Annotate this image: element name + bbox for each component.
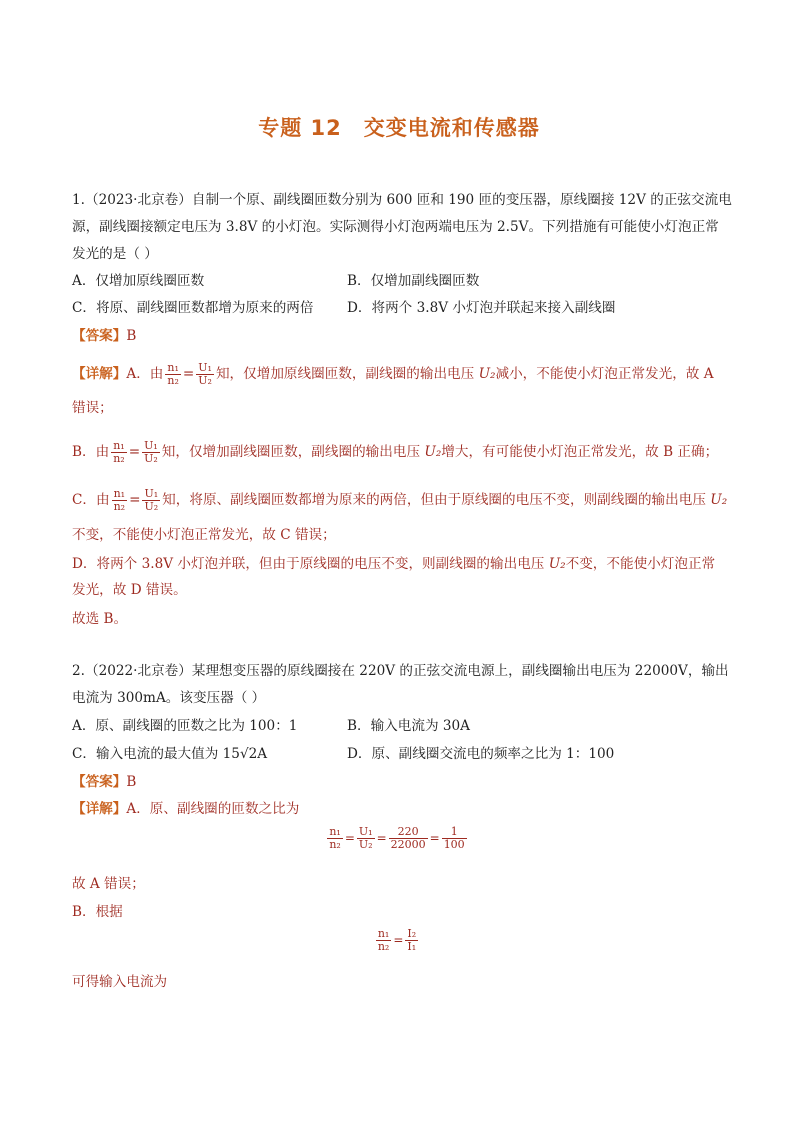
q1-conclusion: 故选 B。: [72, 611, 128, 627]
ratio-values: [389, 826, 428, 851]
frac-den: U₂: [144, 500, 159, 513]
frac-num: I₂: [407, 927, 417, 940]
q2-detail-a-conclusion: 故 A 错误；: [72, 876, 145, 892]
q2-stem-line-2: 电流为 300mA。该变压器（ ）: [72, 690, 266, 706]
detail-text: A．原、副线圈的匝数之比为: [126, 801, 300, 817]
detail-text: A．由: [126, 366, 164, 382]
q2-equation-1: $\frac{\text{n₁}}{\text{n₂}}$ = $\frac{\text{U₁}}{\text{U₂}}$ = $\frac{220}{22000}$ = $\frac{1}{100}$: [329, 825, 465, 851]
q2-answer: [72, 772, 136, 792]
q2-option-d: D．原、副线圈交流电的频率之比为 1：100: [347, 746, 615, 762]
frac-num: n₁: [167, 361, 179, 374]
frac-num: n₁: [113, 439, 125, 452]
q1-option-c: C．将原、副线圈匝数都增为原来的两倍: [72, 300, 314, 316]
q1-stem-line-2: 源，副线圈接额定电压为 3.8V 的小灯泡。实际测得小灯泡两端电压为 2.5V。下列措施有可能使小灯泡正常: [72, 219, 719, 235]
q2-option-a: A．原、副线圈的匝数之比为 100：1: [72, 718, 298, 734]
frac-num: U₁: [358, 825, 373, 838]
detail-text: 不变，不能使小灯泡正常: [565, 556, 716, 572]
frac-num: n₁: [113, 487, 126, 500]
q1-detail-d: [72, 554, 715, 574]
detail-text: 知，仅增加原线圈匝数，副线圈的输出电压: [215, 366, 475, 382]
q2-detail-b-next: 可得输入电流为: [72, 974, 168, 990]
detail-text: B．由: [72, 444, 110, 460]
ratio-u: [142, 440, 160, 465]
variable: U₂: [478, 366, 496, 382]
q1-detail-b: B．由 $\frac{\text{n₁}}{\text{n₂}}$ = $\frac{\text{U₁}}{\text{U₂}}$ 知，仅增加副线圈匝数，副线圈的输出电压 U₂增大，有可能使小灯泡正常发光，故 B 正确；: [72, 439, 719, 465]
title-main: 交变电流和传感器: [363, 116, 540, 140]
q1-detail-c-line2: 不变，不能使小灯泡正常发光，故 C 错误；: [72, 527, 336, 543]
ratio-result: [442, 826, 467, 851]
ratio-u: [142, 488, 160, 513]
frac-den: U₂: [144, 452, 158, 465]
ratio-n: [111, 440, 127, 465]
answer-tag: 【答案】: [72, 774, 127, 790]
detail-tag: 【详解】: [72, 801, 127, 817]
q1-stem-line-3: 发光的是（ ）: [72, 246, 158, 262]
variable: U₂: [424, 444, 442, 460]
frac-den: I₁: [407, 940, 417, 953]
frac-den: U₂: [358, 838, 373, 851]
q1-stem-line-1: 1.（2023·北京卷）自制一个原、副线圈匝数分别为 600 匝和 190 匝的变压器，原线圈接 12V 的正弦交流电: [72, 192, 732, 208]
page-title: [0, 112, 794, 142]
detail-text: 知，仅增加副线圈匝数，副线圈的输出电压: [161, 444, 421, 460]
frac-den: 100: [443, 838, 465, 851]
ratio-n: [327, 826, 343, 851]
q1-detail-a-line2: 错误；: [72, 400, 113, 416]
q1-option-b: B．仅增加副线圈匝数: [347, 273, 480, 289]
detail-text: C．由: [72, 492, 110, 508]
detail-tag: 【详解】: [72, 366, 127, 382]
q2-detail-b: B．根据: [72, 904, 123, 920]
q2-equation-2: $\frac{\text{n₁}}{\text{n₂}}$ = $\frac{\text{I₂}}{\text{I₁}}$: [377, 927, 417, 953]
frac-num: U₁: [198, 361, 212, 374]
frac-num: n₁: [329, 825, 341, 838]
ratio-u: [196, 362, 214, 387]
detail-text: 减小，不能使小灯泡正常发光，故 A: [495, 366, 714, 382]
frac-num: 1: [442, 826, 467, 839]
q2-option-c: C．输入电流的最大值为 15√2A: [72, 746, 268, 762]
frac-num: U₁: [144, 439, 158, 452]
frac-den: n₂: [377, 940, 390, 953]
frac-den: n₂: [113, 500, 126, 513]
detail-text: 知，将原、副线圈匝数都增为原来的两倍，但由于原线圈的电压不变，则副线圈的输出电压: [162, 492, 706, 508]
frac-den: n₂: [113, 452, 125, 465]
q1-option-a: A．仅增加原线圈匝数: [72, 273, 205, 289]
detail-text: 增大，有可能使小灯泡正常发光，故 B 正确；: [441, 444, 719, 460]
q2-stem-line-1: 2.（2022·北京卷）某理想变压器的原线圈接在 220V 的正弦交流电源上，副线圈输出电压为 22000V，输出: [72, 663, 729, 679]
frac-den: 22000: [390, 838, 426, 851]
q1-detail-d-line2: 发光，故 D 错误。: [72, 582, 187, 598]
q2-detail-a: [72, 799, 299, 819]
answer-value: B: [126, 774, 137, 790]
frac-num: n₁: [377, 927, 390, 940]
answer-tag: 【答案】: [72, 328, 127, 344]
ratio-i: [405, 928, 418, 953]
ratio-n: [165, 362, 181, 387]
q1-option-d: D．将两个 3.8V 小灯泡并联起来接入副线圈: [347, 300, 616, 316]
q1-detail-c: C．由 $\frac{\text{n₁}}{\text{n₂}}$ = $\frac{\text{U₁}}{\text{U₂}}$ 知，将原、副线圈匝数都增为原来的两倍，但由于原线圈的电压不变，则副线圈的输出电压 U₂: [72, 487, 728, 513]
answer-value: B: [126, 328, 137, 344]
ratio-u: [357, 826, 375, 851]
variable: U₂: [548, 556, 566, 572]
q1-detail-a: 【详解】A．由 $\frac{\text{n₁}}{\text{n₂}}$ = $\frac{\text{U₁}}{\text{U₂}}$ 知，仅增加原线圈匝数，副线圈的输出电压 U₂减小，不能使小灯泡正常发光，故 A: [72, 361, 714, 387]
detail-text: D．将两个 3.8V 小灯泡并联，但由于原线圈的电压不变，则副线圈的输出电压: [72, 556, 545, 572]
variable: U₂: [710, 492, 728, 508]
title-prefix: 专题 12: [258, 116, 342, 140]
ratio-n: [376, 928, 392, 953]
frac-num: 220: [389, 826, 428, 839]
frac-den: n₂: [167, 374, 179, 387]
frac-den: n₂: [329, 838, 341, 851]
q2-option-b: B．输入电流为 30A: [347, 718, 470, 734]
frac-den: U₂: [198, 374, 212, 387]
ratio-n: [112, 488, 128, 513]
q1-answer: [72, 326, 136, 346]
frac-num: U₁: [144, 487, 159, 500]
